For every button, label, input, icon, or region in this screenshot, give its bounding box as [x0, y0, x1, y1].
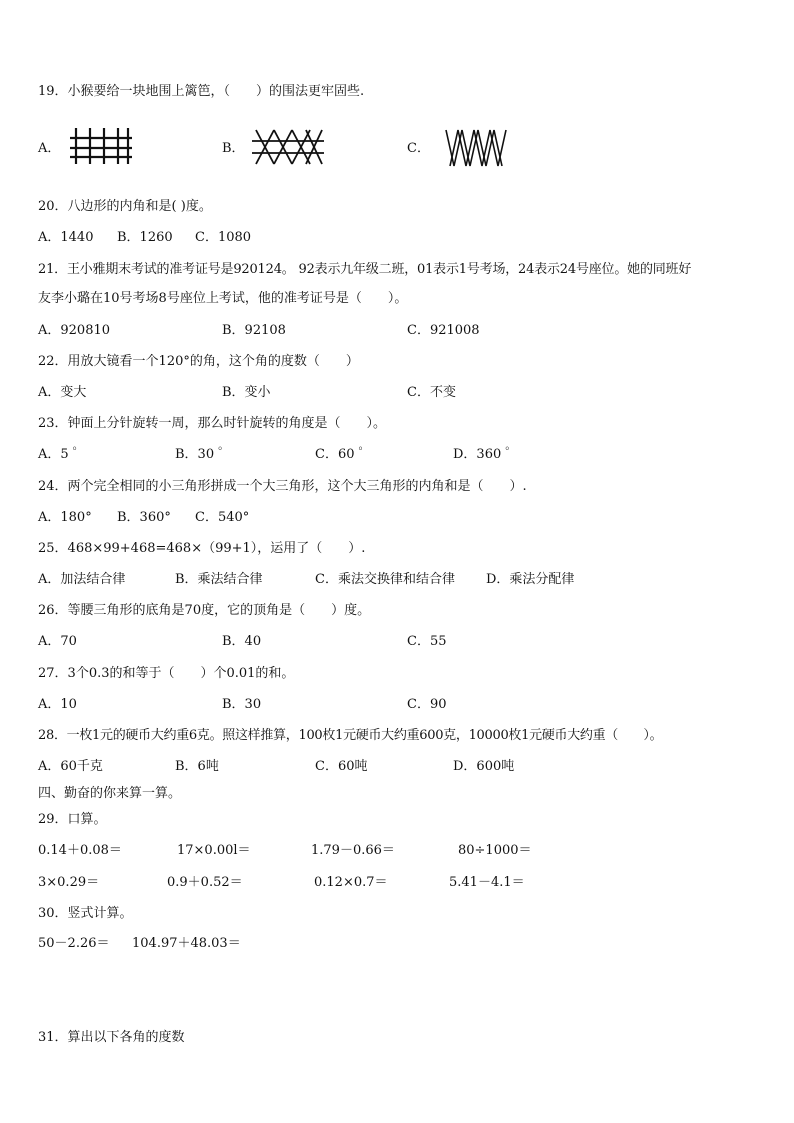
q29-item-2-1: 3×0.29＝: [38, 875, 100, 890]
q19-option-a: A．: [38, 141, 61, 156]
q28-stem: 28．一枚1元的硬币大约重6克。照这样推算，100枚1元硬币大约重600克，10000枚1元硬币大约重（ ）。: [38, 728, 663, 743]
q30-item-1: 50－2.26＝: [38, 936, 110, 951]
q27-option-a: A．10: [38, 697, 77, 712]
q28-option-b: B．6吨: [175, 759, 219, 774]
q30-stem: 30．竖式计算。: [38, 906, 133, 921]
q29-item-2-2: 0.9＋0.52＝: [167, 875, 243, 890]
q27-option-c: C．90: [407, 697, 447, 712]
q29-stem: 29．口算。: [38, 812, 107, 827]
q20-option-b: B．1260: [117, 230, 173, 245]
cross-fence-icon: [252, 128, 324, 166]
q25-option-d: D．乘法分配律: [486, 572, 575, 587]
q19-stem: 19．小猴要给一块地围上篱笆，（ ）的围法更牢固些.: [38, 84, 365, 99]
section-4-heading: 四、勤奋的你来算一算。: [38, 786, 182, 801]
q22-option-c: C．不变: [407, 385, 456, 400]
q28-option-a: A．60千克: [38, 759, 103, 774]
q29-item-1-1: 0.14＋0.08＝: [38, 843, 122, 858]
q21-option-b: B．92108: [222, 323, 286, 338]
q22-stem: 22．用放大镜看一个120°的角，这个角的度数（ ）: [38, 354, 359, 369]
q24-option-b: B．360°: [117, 510, 171, 525]
q24-option-a: A．180°: [38, 510, 92, 525]
q28-option-c: C．60吨: [315, 759, 368, 774]
q24-option-c: C．540°: [195, 510, 250, 525]
q29-item-1-3: 1.79－0.66＝: [311, 843, 395, 858]
q26-option-a: A．70: [38, 634, 77, 649]
q24-stem: 24．两个完全相同的小三角形拼成一个大三角形，这个大三角形的内角和是（ ）.: [38, 479, 527, 494]
q22-option-a: A．变大: [38, 385, 87, 400]
q21-option-a: A．920810: [38, 323, 111, 338]
q23-option-c: C．60 ゜: [315, 447, 372, 462]
q28-option-d: D．600吨: [453, 759, 515, 774]
q19-option-b: B．: [222, 141, 245, 156]
q23-option-a: A．5 ゜: [38, 447, 86, 462]
q20-option-a: A．1440: [38, 230, 94, 245]
q29-item-2-4: 5.41－4.1＝: [449, 875, 525, 890]
q20-stem: 20．八边形的内角和是( )度。: [38, 199, 212, 214]
diamond-fence-icon: [444, 128, 508, 168]
q29-item-1-4: 80÷1000＝: [458, 843, 532, 858]
q27-stem: 27．3个0.3的和等于（ ）个0.01的和。: [38, 666, 295, 681]
q20-option-c: C．1080: [195, 230, 252, 245]
q21-stem-line1: 21．王小雅期末考试的准考证号是920124。 92表示九年级二班，01表示1号考场，24表示24号座位。她的同班好: [38, 262, 692, 277]
q25-option-a: A．加法结合律: [38, 572, 126, 587]
q21-option-c: C．921008: [407, 323, 480, 338]
q23-option-d: D．360 ゜: [453, 447, 519, 462]
q26-option-c: C．55: [407, 634, 447, 649]
q31-stem: 31．算出以下各角的度数: [38, 1030, 185, 1045]
q27-option-b: B．30: [222, 697, 262, 712]
grid-fence-icon: [70, 126, 134, 166]
q29-item-2-3: 0.12×0.7＝: [314, 875, 388, 890]
q25-option-b: B．乘法结合律: [175, 572, 263, 587]
q21-stem-line2: 友李小璐在10号考场8号座位上考试，他的准考证号是（ ）。: [38, 291, 408, 306]
q22-option-b: B．变小: [222, 385, 271, 400]
q26-stem: 26．等腰三角形的底角是70度，它的顶角是（ ）度。: [38, 603, 371, 618]
q30-item-2: 104.97＋48.03＝: [132, 936, 241, 951]
q19-option-c: C．: [407, 141, 430, 156]
q25-option-c: C．乘法交换律和结合律: [315, 572, 455, 587]
q29-item-1-2: 17×0.00l＝: [177, 843, 251, 858]
q25-stem: 25．468×99+468=468×（99+1），运用了（ ）.: [38, 541, 366, 556]
q23-stem: 23．钟面上分针旋转一周，那么时针旋转的角度是（ ）。: [38, 416, 387, 431]
q26-option-b: B．40: [222, 634, 262, 649]
q23-option-b: B．30 ゜: [175, 447, 232, 462]
